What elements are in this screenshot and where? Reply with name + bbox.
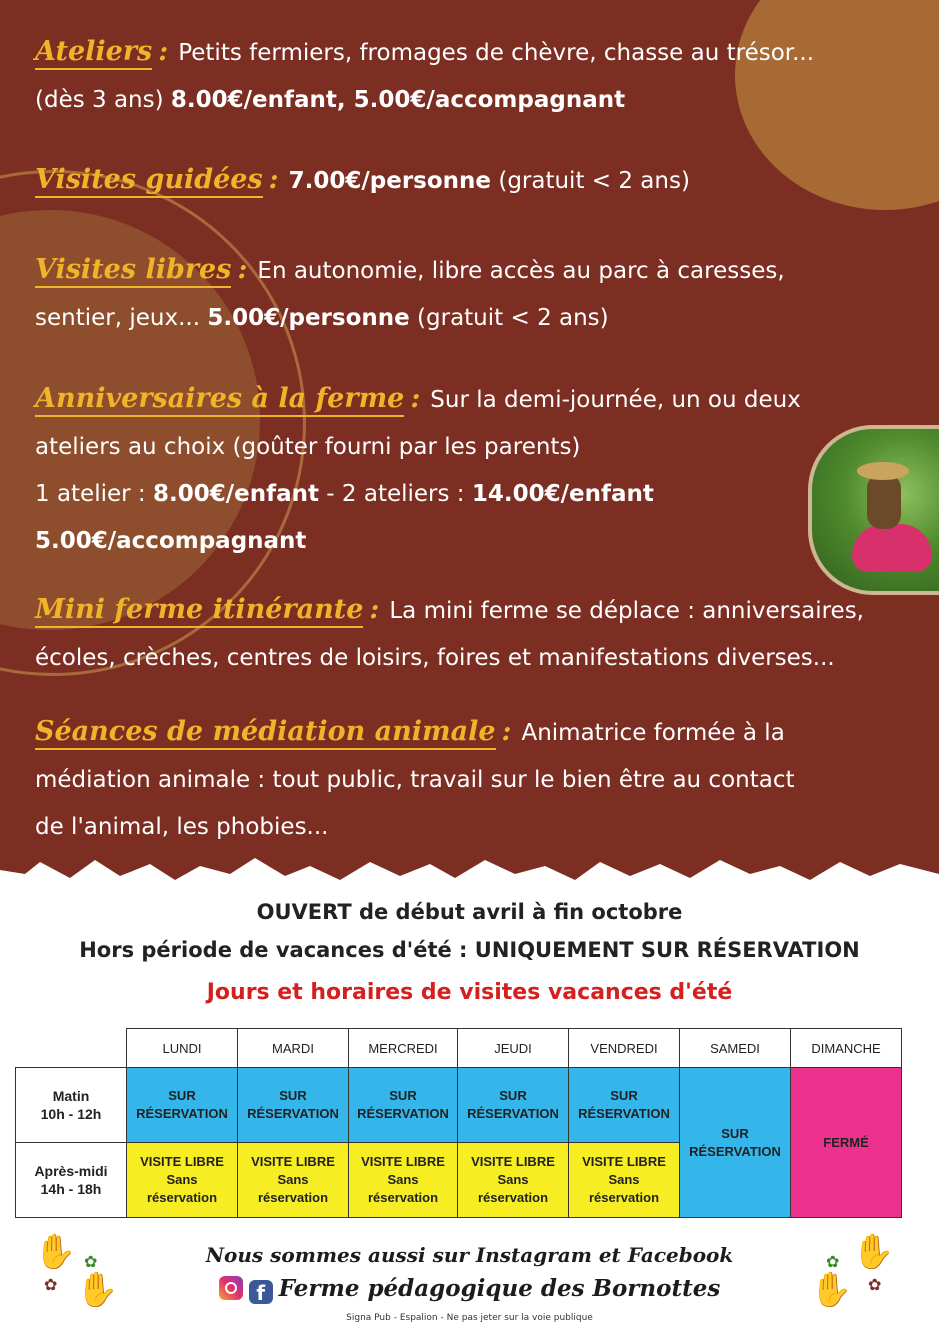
handprint-icon: ✋ [34, 1232, 77, 1272]
section-heading: Ateliers [35, 36, 152, 70]
paw-icon: ✿ [44, 1275, 58, 1294]
day-header: MERCREDI [349, 1029, 458, 1068]
slot-cell-sunday: FERMÉ [791, 1068, 902, 1218]
row-label-morning: Matin 10h - 12h [16, 1068, 127, 1143]
section-heading: Visites guidées [35, 164, 263, 198]
paw-icon: ✿ [826, 1252, 840, 1271]
schedule-table [15, 1028, 902, 1218]
day-header: MARDI [238, 1029, 349, 1068]
child-photo [808, 425, 939, 595]
table-row-morning [16, 1068, 902, 1143]
slot-cell: SUR RÉSERVATION [127, 1068, 238, 1143]
table-header-row [16, 1029, 902, 1068]
section-visites-libres: Visites libres : En autonomie, libre accès au parc à caresses, sentier, jeux... 5.00€/personne (gratuit < 2 ans) [35, 254, 785, 331]
price: 7.00€/personne [288, 168, 492, 194]
price: 8.00€/enfant, 5.00€/accompagnant [170, 87, 626, 113]
price: 14.00€/enfant [471, 481, 654, 507]
slot-cell: VISITE LIBRE Sans réservation [458, 1143, 569, 1218]
slot-cell: VISITE LIBRE Sans réservation [127, 1143, 238, 1218]
footer-text: Signa Pub - Espalion - Ne pas jeter sur la voie publique [346, 1313, 593, 1323]
social-text: Nous sommes aussi sur Instagram et Facebook [205, 1243, 734, 1267]
handprint-icon: ✋ [852, 1232, 895, 1272]
instagram-icon[interactable] [219, 1276, 243, 1300]
day-header: LUNDI [127, 1029, 238, 1068]
handprint-icon: ✋ [76, 1270, 119, 1310]
section-heading: Visites libres [35, 254, 231, 288]
day-header: SAMEDI [680, 1029, 791, 1068]
slot-cell: VISITE LIBRE Sans réservation [238, 1143, 349, 1218]
reservation-notice: Hors période de vacances d'été : UNIQUEMENT SUR RÉSERVATION [79, 938, 860, 962]
row-label-afternoon: Après-midi 14h - 18h [16, 1143, 127, 1218]
slot-cell: SUR RÉSERVATION [238, 1068, 349, 1143]
day-header: DIMANCHE [791, 1029, 902, 1068]
day-header: JEUDI [458, 1029, 569, 1068]
section-heading: Anniversaires à la ferme [35, 383, 404, 417]
section-mini-ferme: Mini ferme itinérante : La mini ferme se déplace : anniversaires, écoles, crèches, centres de loisirs, foires et manifestations diverses... [35, 594, 864, 671]
slot-cell: SUR RÉSERVATION [569, 1068, 680, 1143]
slot-cell: SUR RÉSERVATION [349, 1068, 458, 1143]
price: 5.00€/personne [207, 305, 410, 331]
day-header: VENDREDI [569, 1029, 680, 1068]
paw-icon: ✿ [84, 1252, 98, 1271]
section-anniversaires: Anniversaires à la ferme : Sur la demi-journée, un ou deux ateliers au choix (goûter fourni par les parents) 1 atelier : 8.00€/enfant - 2 ateliers : 14.00€/enfant 5.00€/accompagnant [35, 375, 919, 565]
handprint-icon: ✋ [810, 1270, 853, 1310]
section-heading: Séances de médiation animale [35, 716, 496, 750]
price: 8.00€/enfant [152, 481, 319, 507]
slot-cell: SUR RÉSERVATION [458, 1068, 569, 1143]
facebook-icon[interactable]: f [249, 1280, 273, 1304]
slot-cell-saturday: SUR RÉSERVATION [680, 1068, 791, 1218]
slot-cell: VISITE LIBRE Sans réservation [569, 1143, 680, 1218]
paw-icon: ✿ [868, 1275, 882, 1294]
section-ateliers: Ateliers : Petits fermiers, fromages de chèvre, chasse au trésor... (dès 3 ans) 8.00€/enfant, 5.00€/accompagnant [35, 36, 815, 113]
opening-period: OUVERT de début avril à fin octobre [256, 900, 683, 924]
section-visites-guidees: Visites guidées : 7.00€/personne (gratuit < 2 ans) [35, 156, 919, 205]
schedule-title: Jours et horaires de visites vacances d'été [206, 980, 733, 1005]
section-mediation: Séances de médiation animale : Animatrice formée à la médiation animale : tout public, travail sur le bien être au contact de l'animal, les phobies... [35, 716, 795, 840]
social-name: f Ferme pédagogique des Bornottes [0, 1275, 939, 1304]
section-heading: Mini ferme itinérante [35, 594, 363, 628]
price: 5.00€/accompagnant [35, 528, 307, 554]
torn-edge [0, 840, 939, 885]
slot-cell: VISITE LIBRE Sans réservation [349, 1143, 458, 1218]
